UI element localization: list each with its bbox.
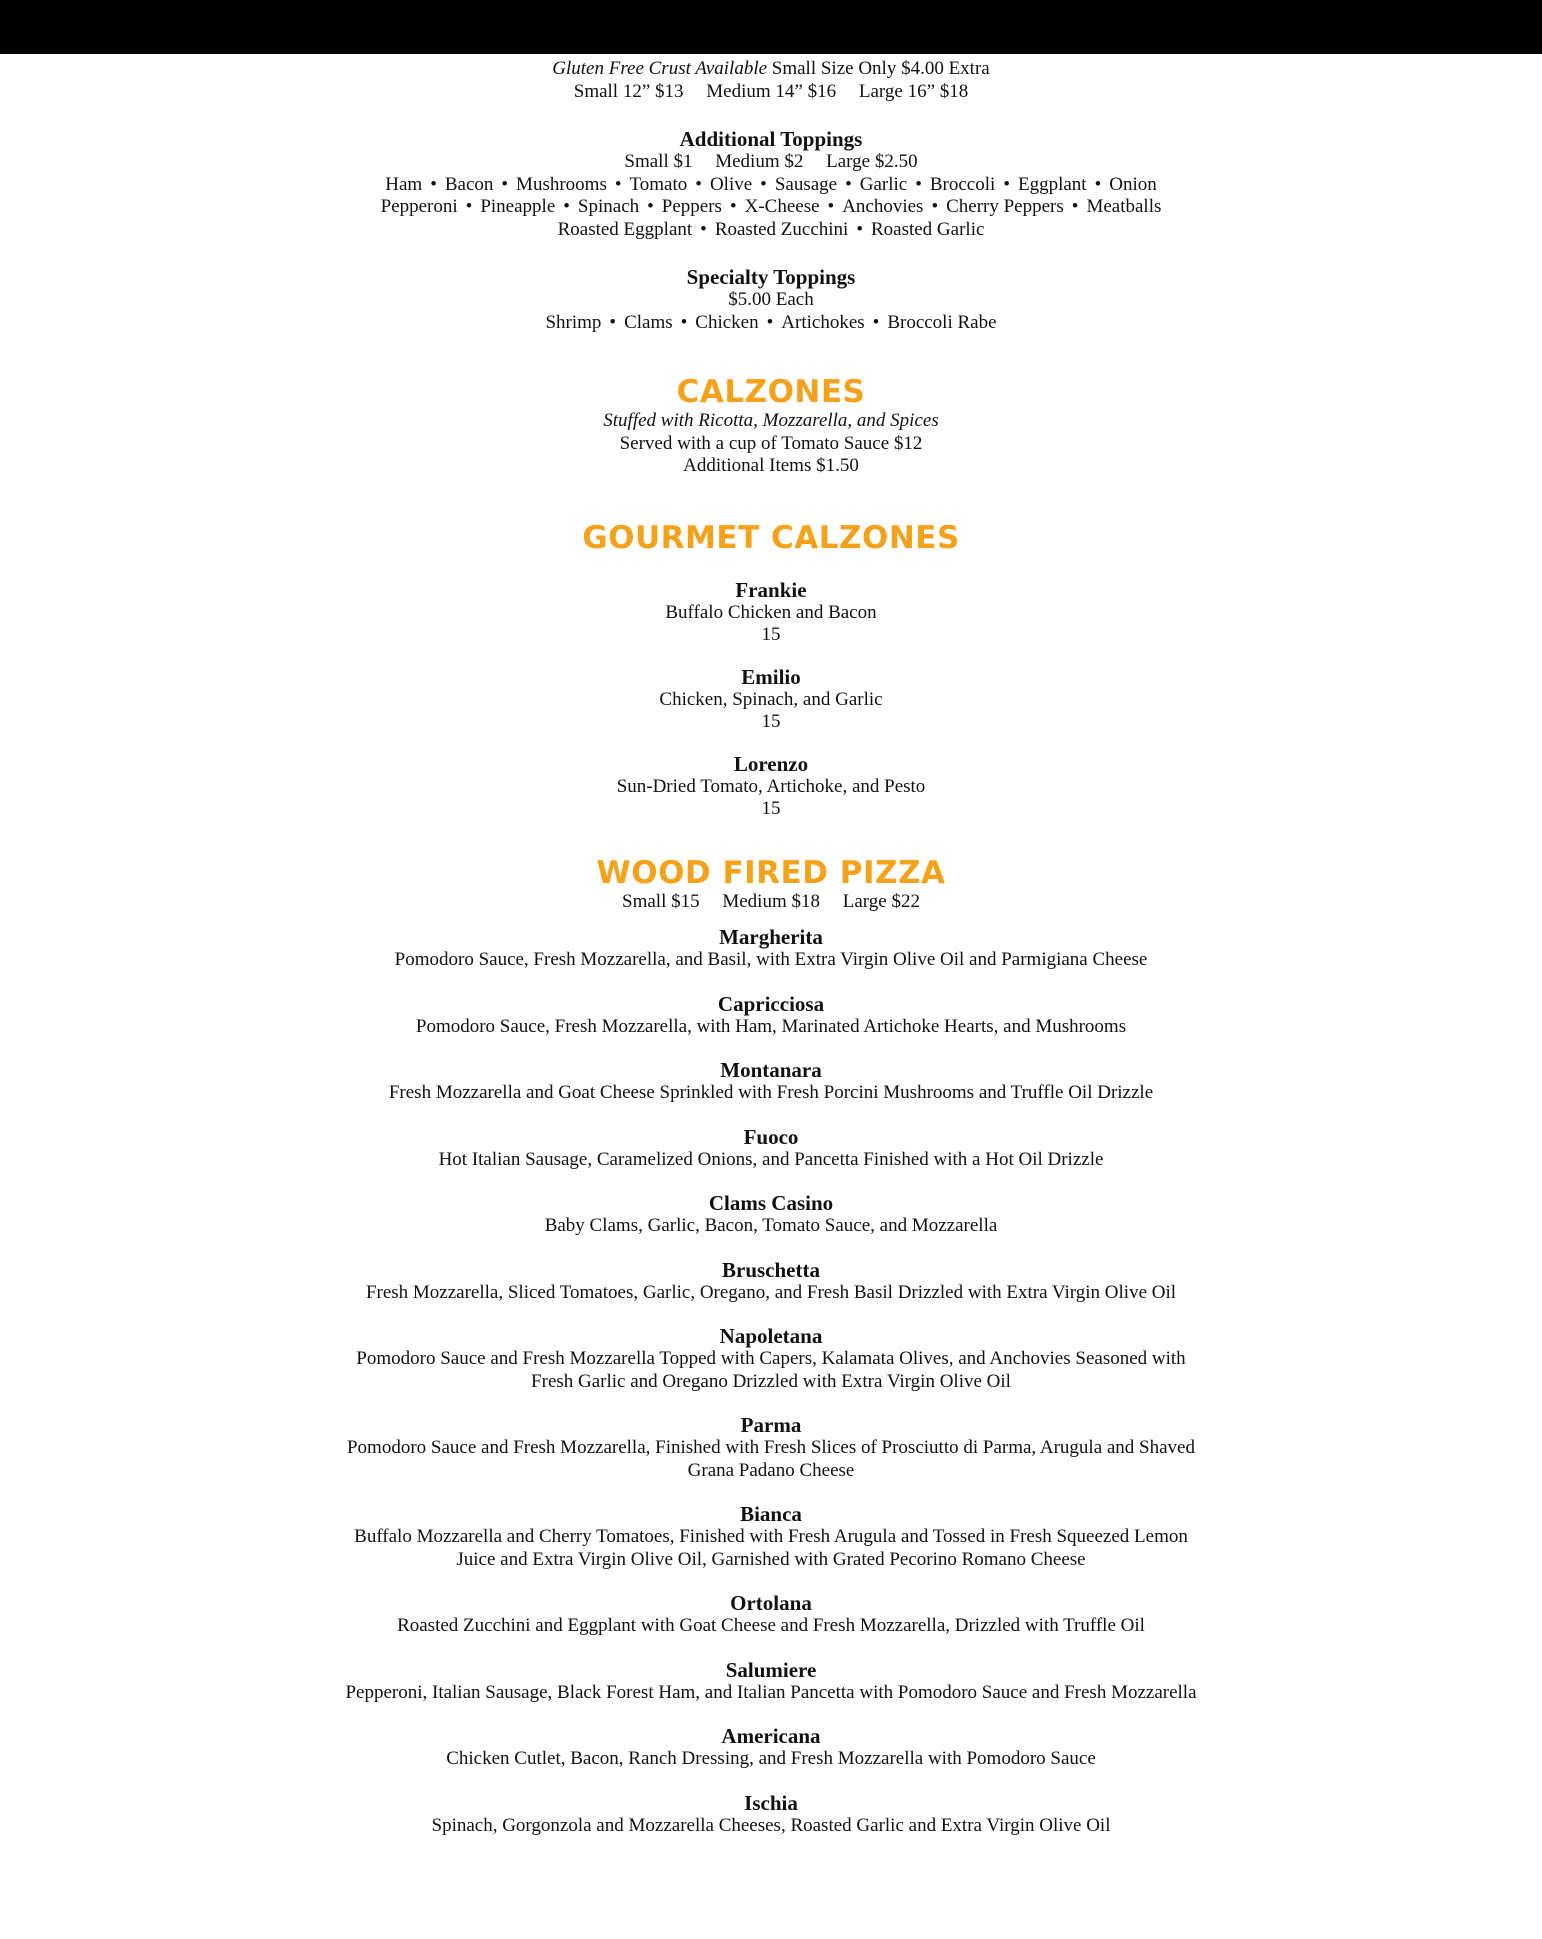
bullet-separator: •	[760, 173, 767, 195]
topping-item: X-Cheese	[744, 196, 820, 217]
topping-item: Mushrooms	[516, 173, 607, 195]
pizza-desc: Pomodoro Sauce and Fresh Mozzarella, Finished with Fresh Slices of Prosciutto di Parma, Arugula and Shaved Grana Padano Cheese	[346, 1437, 1195, 1481]
pizza-name: Bruschetta	[722, 1257, 820, 1282]
pizza-item	[0, 1125, 1542, 1172]
gourmet-calzones-section	[0, 520, 1542, 821]
bullet-separator: •	[915, 173, 922, 195]
calzone-name: Emilio	[741, 664, 801, 689]
pizza-desc: Hot Italian Sausage, Caramelized Onions, and Pancetta Finished with a Hot Oil Drizzle	[438, 1148, 1104, 1170]
pizza-name: Parma	[740, 1413, 802, 1437]
pizza-name: Americana	[721, 1724, 821, 1748]
topping-item: Shrimp	[545, 311, 602, 333]
pizza-desc: Roasted Zucchini and Eggplant with Goat Cheese and Fresh Mozzarella, Drizzled with Truffle Oil	[397, 1615, 1145, 1636]
bullet-separator: •	[1003, 173, 1010, 195]
bullet-separator: •	[827, 196, 835, 217]
additional-toppings-title: Additional Toppings	[679, 127, 863, 151]
bullet-separator: •	[501, 173, 509, 195]
topping-item: Spinach	[577, 196, 640, 217]
toppings-row-2	[0, 196, 1542, 219]
pizza-name: Clams Casino	[708, 1191, 834, 1215]
pizza-name: Bianca	[740, 1502, 802, 1526]
topping-item: Broccoli Rabe	[887, 311, 997, 333]
calzone-desc: Chicken, Spinach, and Garlic	[659, 688, 883, 710]
topping-item: Olive	[709, 173, 753, 195]
pizza-desc: Pepperoni, Italian Sausage, Black Forest Ham, and Italian Pancetta with Pomodoro Sauce and Fresh Mozzarella	[345, 1681, 1197, 1703]
bullet-separator: •	[1094, 173, 1102, 195]
pizza-sizes-section	[0, 58, 1542, 103]
pizza-desc: Baby Clams, Garlic, Bacon, Tomato Sauce, and Mozzarella	[544, 1215, 998, 1236]
topping-item: Broccoli	[929, 173, 996, 195]
calzone-name: Lorenzo	[733, 751, 809, 776]
gluten-free-label: Gluten Free Crust Available	[552, 58, 768, 79]
bullet-separator: •	[931, 196, 939, 217]
gourmet-calzones-title: GOURMET CALZONES	[582, 519, 960, 556]
size-large: Large 16” $18	[858, 80, 969, 102]
pizza-name: Montanara	[720, 1058, 822, 1082]
bullet-separator: •	[856, 218, 863, 240]
calzone-item	[0, 665, 1542, 734]
pizza-item	[0, 1058, 1542, 1105]
wood-fired-pizza-section	[0, 855, 1542, 1838]
additional-toppings-section	[0, 127, 1542, 241]
calzone-desc: Buffalo Chicken and Bacon	[665, 601, 877, 623]
bullet-separator: •	[609, 311, 617, 333]
wfp-size-large: Large $22	[842, 890, 920, 912]
topping-item: Pepperoni	[380, 196, 458, 217]
pizza-name: Napoletana	[719, 1324, 823, 1348]
pizza-desc: Pomodoro Sauce and Fresh Mozzarella Topped with Capers, Kalamata Olives, and Anchovies Seasoned with Fresh Garlic and Oregano Drizzled with Extra Virgin Olive Oil	[356, 1348, 1186, 1392]
pizza-name: Salumiere	[725, 1657, 817, 1682]
pizza-desc: Chicken Cutlet, Bacon, Ranch Dressing, and Fresh Mozzarella with Pomodoro Sauce	[446, 1748, 1096, 1769]
pizza-name: Capricciosa	[717, 991, 825, 1016]
calzones-section	[0, 374, 1542, 478]
topping-price-medium: Medium $2	[715, 151, 804, 172]
bullet-separator: •	[563, 196, 570, 217]
pizza-item	[0, 1591, 1542, 1638]
pizza-desc: Pomodoro Sauce, Fresh Mozzarella, and Basil, with Extra Virgin Olive Oil and Parmigiana Cheese	[394, 949, 1148, 970]
pizza-item	[0, 1791, 1542, 1838]
wfp-size-small: Small $15	[622, 890, 700, 912]
pizza-item	[0, 1658, 1542, 1705]
gluten-free-detail: Small Size Only $4.00 Extra	[771, 58, 990, 79]
pizza-item	[0, 1502, 1542, 1571]
pizza-desc: Fresh Mozzarella, Sliced Tomatoes, Garlic, Oregano, and Fresh Basil Drizzled with Extra Virgin Olive Oil	[365, 1281, 1177, 1303]
topping-item: Clams	[624, 311, 673, 333]
pizza-item	[0, 1258, 1542, 1305]
pizza-item	[0, 992, 1542, 1039]
topping-item: Eggplant	[1017, 173, 1087, 195]
bullet-separator: •	[430, 173, 437, 195]
toppings-row-1	[0, 174, 1542, 197]
topping-item: Roasted Eggplant	[557, 218, 693, 240]
wood-fired-pizza-title: WOOD FIRED PIZZA	[596, 854, 946, 891]
size-small: Small 12” $13	[573, 80, 684, 102]
pizza-name: Ischia	[744, 1790, 798, 1815]
topping-price-small: Small $1	[624, 151, 693, 172]
pizza-item	[0, 1191, 1542, 1238]
topping-item: Roasted Garlic	[870, 218, 985, 240]
wfp-size-medium: Medium $18	[722, 890, 820, 912]
calzones-subtitle: Stuffed with Ricotta, Mozzarella, and Spices	[603, 410, 939, 431]
specialty-toppings-section	[0, 265, 1542, 334]
pizza-item	[0, 925, 1542, 972]
bullet-separator: •	[695, 173, 702, 195]
top-bar	[0, 0, 1542, 54]
topping-item: Garlic	[859, 173, 908, 195]
topping-item: Ham	[385, 173, 423, 195]
bullet-separator: •	[614, 173, 622, 195]
bullet-separator: •	[729, 196, 737, 217]
calzone-name: Frankie	[735, 577, 807, 602]
pizza-desc: Buffalo Mozzarella and Cherry Tomatoes, Finished with Fresh Arugula and Tossed in Fresh Squeezed Lemon Juice and Extra Virgin Olive Oil, Garnished with Grated Pecorino Romano Cheese	[354, 1526, 1188, 1570]
specialty-toppings-price: $5.00 Each	[728, 289, 814, 310]
topping-item: Anchovies	[842, 196, 924, 217]
topping-item: Tomato	[629, 173, 688, 195]
pizza-desc: Fresh Mozzarella and Goat Cheese Sprinkled with Fresh Porcini Mushrooms and Truffle Oil Drizzle	[388, 1082, 1154, 1103]
wood-fired-pizza-sizes	[0, 891, 1542, 914]
specialty-toppings-title: Specialty Toppings	[686, 265, 856, 289]
toppings-row-3	[0, 219, 1542, 242]
bullet-separator: •	[872, 311, 880, 333]
pizza-name: Fuoco	[743, 1124, 799, 1149]
specialty-toppings-list	[0, 312, 1542, 335]
topping-item: Pineapple	[480, 196, 556, 217]
calzones-title: CALZONES	[676, 374, 866, 410]
calzone-price: 15	[761, 711, 781, 732]
calzone-desc: Sun-Dried Tomato, Artichoke, and Pesto	[616, 775, 926, 797]
topping-item: Onion	[1109, 173, 1157, 195]
pizza-name: Margherita	[719, 925, 823, 949]
pizza-desc: Pomodoro Sauce, Fresh Mozzarella, with Ham, Marinated Artichoke Hearts, and Mushrooms	[415, 1015, 1127, 1037]
topping-item: Chicken	[695, 311, 759, 333]
gluten-free-note	[0, 58, 1542, 81]
calzone-item	[0, 752, 1542, 821]
calzone-item	[0, 578, 1542, 647]
pizza-item	[0, 1324, 1542, 1393]
bullet-separator: •	[766, 311, 774, 333]
topping-item: Meatballs	[1086, 196, 1162, 217]
topping-price-large: Large $2.50	[826, 151, 918, 172]
calzones-served: Served with a cup of Tomato Sauce $12	[619, 432, 923, 454]
calzone-price: 15	[761, 624, 781, 645]
menu-content	[0, 54, 1542, 1857]
bullet-separator: •	[465, 196, 473, 217]
pizza-desc: Spinach, Gorgonzola and Mozzarella Cheeses, Roasted Garlic and Extra Virgin Olive Oil	[431, 1814, 1111, 1836]
calzone-price: 15	[761, 798, 781, 819]
topping-item: Peppers	[661, 196, 722, 217]
size-medium: Medium 14” $16	[706, 80, 837, 102]
bullet-separator: •	[700, 218, 707, 240]
bullet-separator: •	[845, 173, 852, 195]
pizza-item	[0, 1724, 1542, 1771]
pizza-name: Ortolana	[730, 1591, 812, 1615]
pizza-item	[0, 1413, 1542, 1482]
bullet-separator: •	[647, 196, 654, 217]
topping-item: Roasted Zucchini	[714, 218, 849, 240]
topping-item: Artichokes	[781, 311, 865, 333]
additional-toppings-prices	[0, 151, 1542, 174]
bullet-separator: •	[680, 311, 688, 333]
pizza-size-prices	[0, 81, 1542, 104]
topping-item: Cherry Peppers	[946, 196, 1064, 217]
calzones-additional: Additional Items $1.50	[683, 455, 859, 476]
topping-item: Sausage	[774, 173, 838, 195]
bullet-separator: •	[1071, 196, 1079, 217]
topping-item: Bacon	[444, 173, 494, 195]
